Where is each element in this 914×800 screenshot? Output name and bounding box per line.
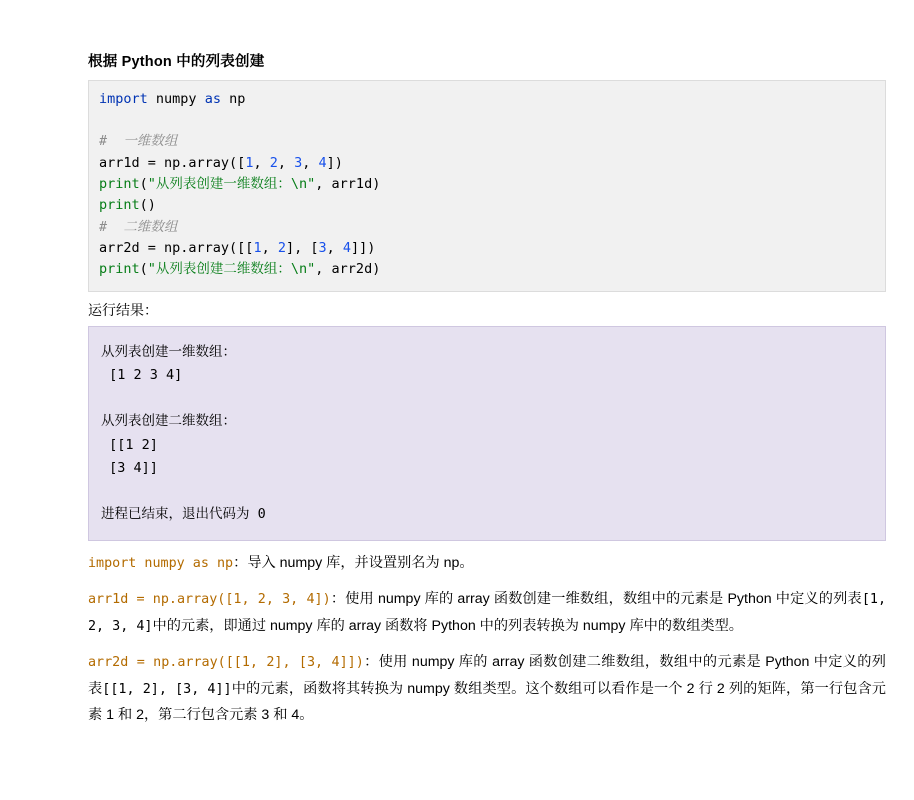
paragraph-text: ：使用 numpy 库的 array 函数创建二维数组，数组中的元素是 Python 中定义的列表 — [88, 653, 886, 697]
output-line: 进程已结束，退出代码为 0 — [101, 506, 266, 523]
code-line — [99, 259, 875, 280]
code-token: np — [220, 90, 246, 107]
code-token: "从列表创建一维数组：\n" — [147, 176, 316, 193]
code-token: arr2d = np.array([[ — [99, 240, 254, 257]
code-token: # 一维数组 — [99, 133, 178, 150]
explanation-paragraph — [88, 586, 886, 640]
code-token: 2 — [277, 240, 286, 257]
code-line — [99, 153, 875, 174]
explanation-paragraphs — [88, 550, 886, 728]
code-token: , — [277, 154, 295, 171]
output-line: [3 4]] — [101, 459, 158, 476]
code-line — [99, 110, 875, 131]
code-token: , — [326, 240, 343, 257]
paragraph-text: 中的元素，即通过 numpy 库的 array 函数将 Python 中的列表转换为 numpy 库中的数组类型。 — [152, 618, 743, 635]
code-token: , — [253, 154, 270, 171]
output-line — [101, 480, 873, 503]
code-token: () — [139, 197, 156, 214]
inline-literal: [[1, 2], [3, 4]] — [102, 681, 232, 697]
paragraph-text: ：导入 numpy 库，并设置别名为 np。 — [233, 555, 474, 572]
code-token: , — [302, 154, 319, 171]
code-token: numpy — [147, 90, 205, 107]
code-token: 4 — [342, 240, 352, 257]
code-line — [99, 217, 875, 238]
page-title: 根据 Python 中的列表创建 — [88, 54, 265, 70]
code-line — [99, 195, 875, 216]
inline-code: import numpy as np — [88, 556, 234, 572]
code-token: 2 — [269, 154, 278, 171]
code-token: , arr2d) — [315, 261, 381, 278]
code-token: # 二维数组 — [99, 218, 178, 235]
output-line: [1 2 3 4] — [101, 366, 183, 383]
inline-code: arr2d = np.array([[1, 2], [3, 4]]) — [88, 654, 364, 670]
code-token: , — [261, 240, 278, 257]
code-line — [99, 238, 875, 259]
code-line — [99, 131, 875, 152]
code-token: import — [99, 90, 148, 107]
code-token: print — [99, 197, 140, 214]
code-line — [99, 174, 875, 195]
code-token: ( — [139, 176, 148, 193]
paragraph-text: ：使用 numpy 库的 array 函数创建一维数组，数组中的元素是 Python 中定义的列表 — [330, 591, 862, 608]
program-output — [88, 326, 886, 542]
output-line: 从列表创建二维数组： — [101, 413, 236, 430]
code-token: print — [99, 261, 140, 278]
result-label: 运行结果： — [88, 301, 158, 318]
code-token: 3 — [294, 154, 303, 171]
code-token: , arr1d) — [315, 176, 381, 193]
code-token: ( — [139, 261, 148, 278]
code-token: 3 — [318, 240, 327, 257]
code-token: ]) — [326, 154, 343, 171]
paragraph-text: 中的元素，函数将其转换为 numpy 数组类型。这个数组可以看作是一个 2 行 2 列的矩阵，第一行包含元素 1 和 2，第二行包含元素 3 和 4。 — [88, 680, 886, 724]
explanation-paragraph — [88, 550, 886, 577]
inline-literal: [1, 2, 3, 4] — [88, 592, 887, 635]
code-token: 1 — [245, 154, 254, 171]
code-token: arr1d = np.array([ — [99, 154, 246, 171]
output-line — [101, 387, 873, 410]
explanation-paragraph — [88, 649, 886, 729]
inline-code: arr1d = np.array([1, 2, 3, 4]) — [88, 592, 331, 608]
output-line: [[1 2] — [101, 436, 158, 453]
code-token: print — [99, 176, 140, 193]
code-block — [88, 80, 886, 292]
code-token: ], [ — [285, 240, 319, 257]
output-line: 从列表创建一维数组： — [101, 343, 236, 360]
code-token: ]]) — [351, 240, 376, 257]
code-token: "从列表创建二维数组：\n" — [147, 261, 316, 278]
code-token: as — [204, 90, 221, 107]
code-token: 4 — [318, 154, 327, 171]
code-line — [99, 89, 875, 110]
code-token: 1 — [253, 240, 262, 257]
